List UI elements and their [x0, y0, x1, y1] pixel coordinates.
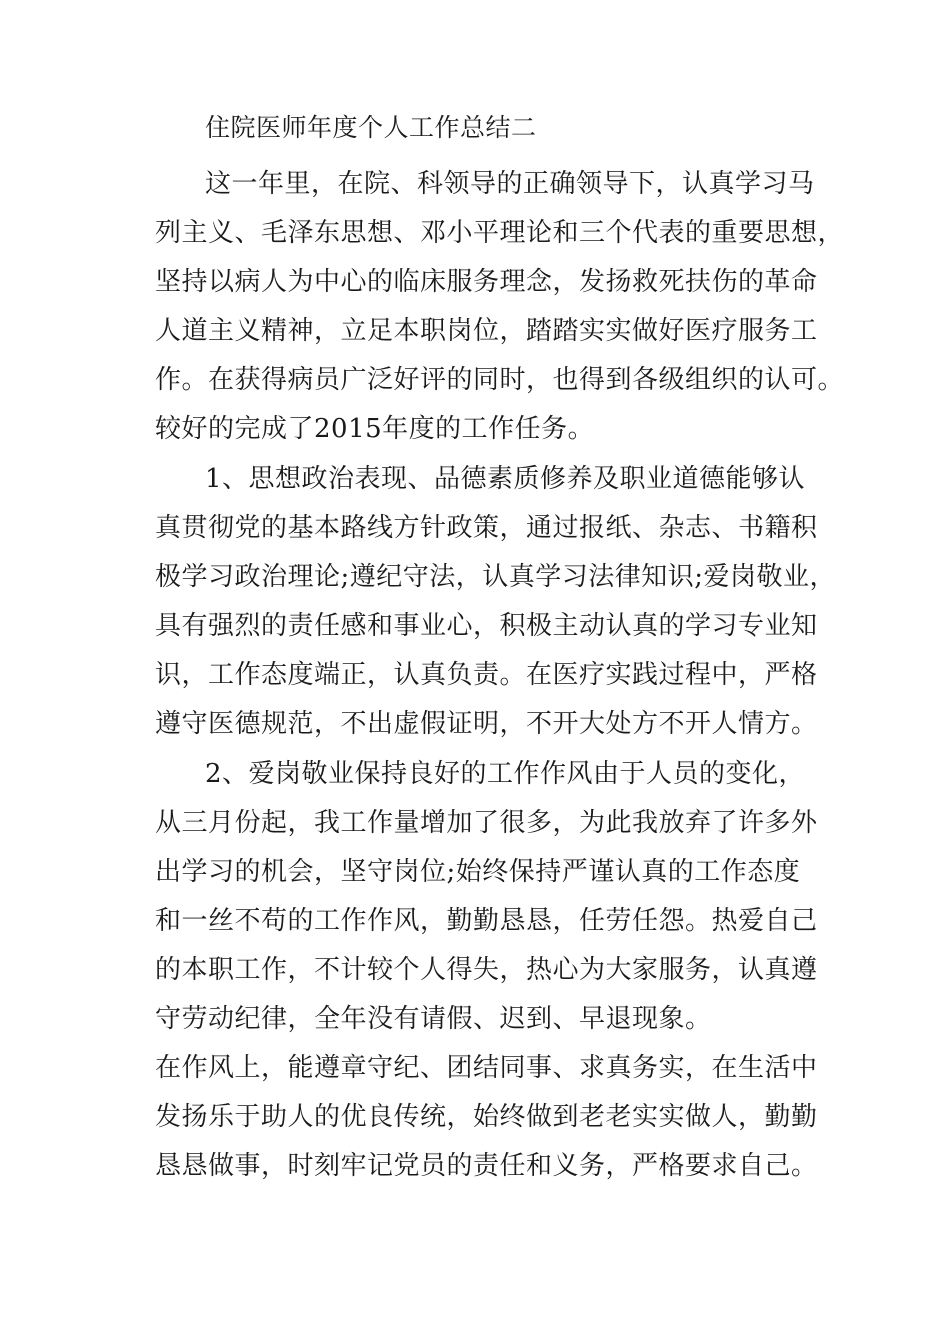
paragraph-line: 的本职工作，不计较个人得失，热心为大家服务，认真遵 — [155, 955, 818, 985]
paragraph-line: 列主义、毛泽东思想、邓小平理论和三个代表的重要思想， — [155, 218, 845, 248]
paragraph-line: 这一年里，在院、科领导的正确领导下，认真学习马 — [205, 169, 815, 199]
paragraph-line: 在作风上，能遵章守纪、团结同事、求真务实，在生活中 — [155, 1053, 818, 1083]
paragraph-line: 识，工作态度端正，认真负责。在医疗实践过程中，严格 — [155, 660, 818, 690]
paragraph-line: 极学习政治理论;遵纪守法，认真学习法律知识;爱岗敬业， — [155, 562, 837, 592]
paragraph-line: 恳恳做事，时刻牢记党员的责任和义务，严格要求自己。 — [155, 1151, 818, 1181]
paragraph-line: 2、爱岗敬业保持良好的工作作风由于人员的变化， — [205, 759, 806, 789]
paragraph-line: 作。在获得病员广泛好评的同时，也得到各级组织的认可。 — [155, 365, 845, 395]
paragraph-line: 真贯彻党的基本路线方针政策，通过报纸、杂志、书籍积 — [155, 513, 818, 543]
paragraph-line: 坚持以病人为中心的临床服务理念，发扬救死扶伤的革命 — [155, 267, 818, 297]
paragraph-line: 人道主义精神，立足本职岗位，踏踏实实做好医疗服务工 — [155, 316, 818, 346]
paragraph-line: 发扬乐于助人的优良传统，始终做到老老实实做人，勤勤 — [155, 1102, 818, 1132]
document-title: 住院医师年度个人工作总结二 — [205, 113, 537, 142]
paragraph-line: 出学习的机会，坚守岗位;始终保持严谨认真的工作态度 — [155, 857, 801, 887]
paragraph-line: 守劳动纪律，全年没有请假、迟到、早退现象。 — [155, 1004, 712, 1034]
paragraph-line: 较好的完成了2015年度的工作任务。 — [155, 414, 595, 444]
paragraph-line: 具有强烈的责任感和事业心，积极主动认真的学习专业知 — [155, 611, 818, 641]
paragraph-line: 从三月份起，我工作量增加了很多，为此我放弃了许多外 — [155, 808, 818, 838]
paragraph-line: 1、思想政治表现、品德素质修养及职业道德能够认 — [205, 464, 806, 494]
paragraph-line: 和一丝不苟的工作作风，勤勤恳恳，任劳任怨。热爱自己 — [155, 906, 818, 936]
paragraph-line: 遵守医德规范，不出虚假证明，不开大处方不开人情方。 — [155, 709, 818, 739]
